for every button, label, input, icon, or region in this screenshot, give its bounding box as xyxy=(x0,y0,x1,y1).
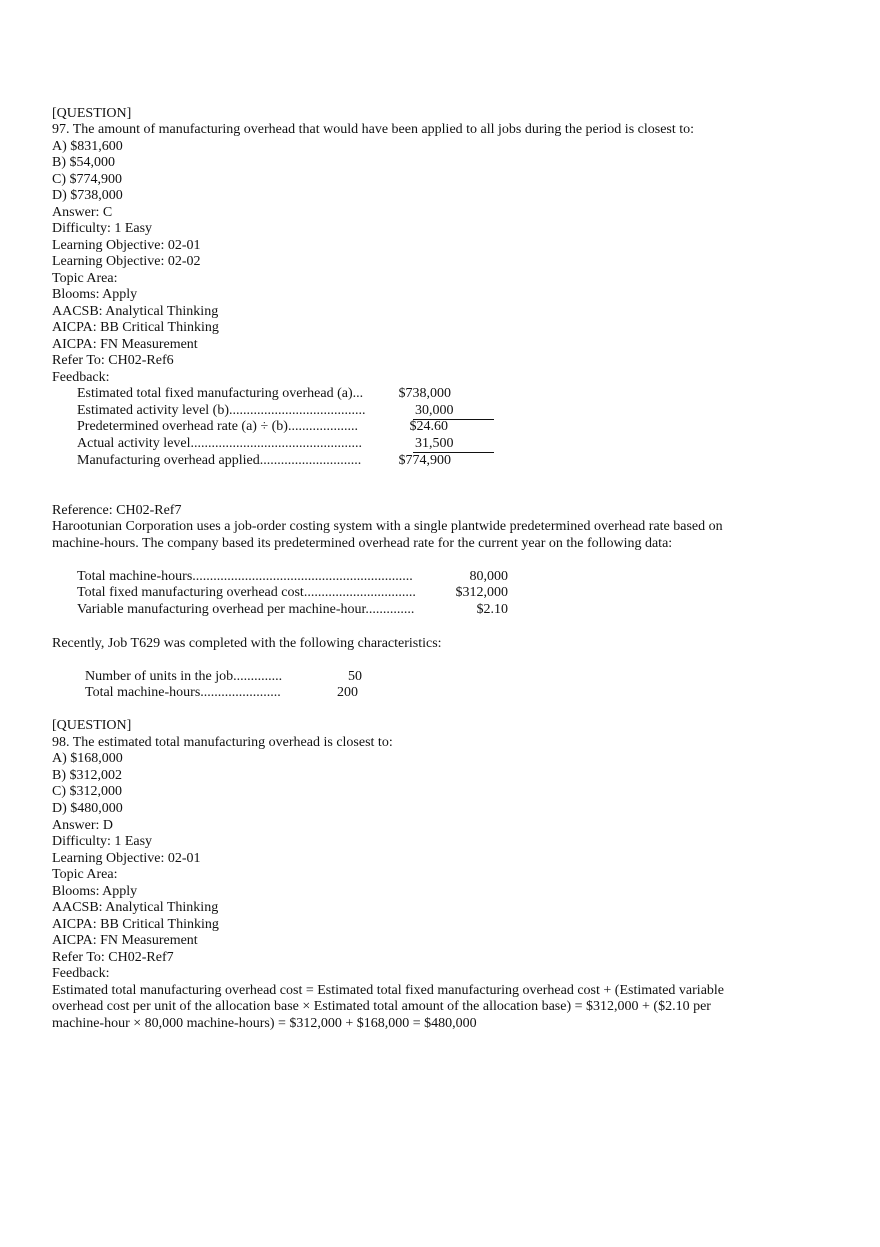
blooms: Blooms: Apply xyxy=(52,287,138,302)
table-row-value: $312,000 xyxy=(455,585,508,600)
table-row-value: $774,900 xyxy=(398,453,451,468)
feedback-label: Feedback: xyxy=(52,966,110,981)
question-tag: [QUESTION] xyxy=(52,718,132,733)
difficulty: Difficulty: 1 Easy xyxy=(52,834,153,849)
table-row-label: Total machine-hours....................... xyxy=(85,685,281,700)
choice-b: B) $312,002 xyxy=(52,768,122,783)
table-row-label: Estimated total fixed manufacturing overhead (a)... xyxy=(77,386,364,401)
topic-area: Topic Area: xyxy=(52,867,118,882)
table-row-label: Manufacturing overhead applied............................. xyxy=(77,453,362,468)
table-row-value: 200 xyxy=(337,685,358,700)
feedback-text: overhead cost per unit of the allocation base × Estimated total amount of the allocation base) = $312,000 + ($2.10 per xyxy=(52,999,711,1014)
reference-heading: Reference: CH02-Ref7 xyxy=(52,503,182,518)
reference-text: machine-hours. The company based its predetermined overhead rate for the current year on the following data: xyxy=(52,536,673,551)
question-text: 97. The amount of manufacturing overhead that would have been applied to all jobs during the period is closest to: xyxy=(52,122,695,137)
feedback-label: Feedback: xyxy=(52,370,110,385)
choice-d: D) $738,000 xyxy=(52,188,123,203)
table-row-value: $24.60 xyxy=(409,419,448,434)
learning-objective: Learning Objective: 02-02 xyxy=(52,254,201,269)
table-row-label: Variable manufacturing overhead per machine-hour.............. xyxy=(77,602,415,617)
choice-a: A) $168,000 xyxy=(52,751,123,766)
difficulty: Difficulty: 1 Easy xyxy=(52,221,153,236)
choice-d: D) $480,000 xyxy=(52,801,123,816)
table-row-label: Number of units in the job.............. xyxy=(85,669,283,684)
topic-area: Topic Area: xyxy=(52,271,118,286)
refer-to: Refer To: CH02-Ref6 xyxy=(52,353,174,368)
blooms: Blooms: Apply xyxy=(52,884,138,899)
table-row-value: 30,000 xyxy=(413,403,494,420)
aicpa-fn: AICPA: FN Measurement xyxy=(52,933,198,948)
choice-b: B) $54,000 xyxy=(52,155,115,170)
reference-text: Harootunian Corporation uses a job-order costing system with a single plantwide predetermined overhead rate based on xyxy=(52,519,723,534)
table-row-label: Actual activity level................................................. xyxy=(77,436,363,451)
answer: Answer: C xyxy=(52,205,113,220)
answer: Answer: D xyxy=(52,818,114,833)
question-tag: [QUESTION] xyxy=(52,106,132,121)
table-row-value: 31,500 xyxy=(413,436,494,453)
choice-c: C) $774,900 xyxy=(52,172,122,187)
refer-to: Refer To: CH02-Ref7 xyxy=(52,950,174,965)
table-row-value: $738,000 xyxy=(398,386,451,401)
table-row-value: 80,000 xyxy=(469,569,508,584)
job-intro: Recently, Job T629 was completed with the following characteristics: xyxy=(52,636,442,651)
table-row-label: Total machine-hours............................................................... xyxy=(77,569,413,584)
aicpa-bb: AICPA: BB Critical Thinking xyxy=(52,917,219,932)
table-row-label: Estimated activity level (b)....................................... xyxy=(77,403,366,418)
aicpa-fn: AICPA: FN Measurement xyxy=(52,337,198,352)
table-row-value: $2.10 xyxy=(476,602,508,617)
aacsb: AACSB: Analytical Thinking xyxy=(52,900,219,915)
choice-c: C) $312,000 xyxy=(52,784,122,799)
aacsb: AACSB: Analytical Thinking xyxy=(52,304,219,319)
aicpa-bb: AICPA: BB Critical Thinking xyxy=(52,320,219,335)
table-row-label: Total fixed manufacturing overhead cost................................ xyxy=(77,585,416,600)
table-row-value: 50 xyxy=(348,669,362,684)
feedback-text: machine-hour × 80,000 machine-hours) = $312,000 + $168,000 = $480,000 xyxy=(52,1016,477,1031)
choice-a: A) $831,600 xyxy=(52,139,123,154)
learning-objective: Learning Objective: 02-01 xyxy=(52,851,201,866)
table-row-label: Predetermined overhead rate (a) ÷ (b).................... xyxy=(77,419,358,434)
feedback-text: Estimated total manufacturing overhead cost = Estimated total fixed manufacturing overhead cost + (Estimated variable xyxy=(52,983,725,998)
learning-objective: Learning Objective: 02-01 xyxy=(52,238,201,253)
question-text: 98. The estimated total manufacturing overhead is closest to: xyxy=(52,735,393,750)
